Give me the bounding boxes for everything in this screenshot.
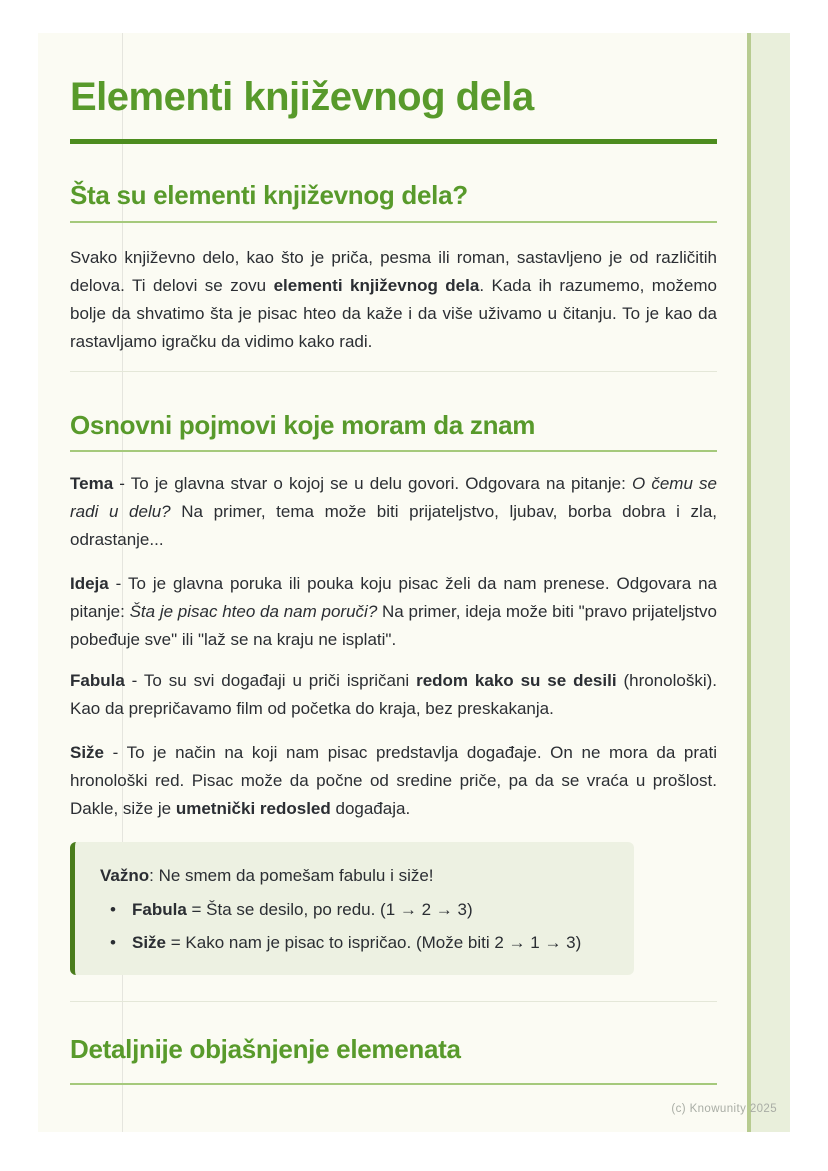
text-segment: Na primer, tema može biti prijateljstvo, ljubav, borba dobra i zla, odrastanje...: [70, 502, 718, 549]
title-underline: [70, 139, 717, 144]
section-heading-sta-su: Šta su elementi književnog dela?: [70, 180, 468, 210]
section-underline: [70, 221, 717, 223]
bullet-text: [132, 896, 473, 924]
bold-phrase: umetnički redosled: [175, 799, 331, 818]
text-segment: = Šta se desilo, po redu. (1 → 2 → 3): [186, 900, 473, 919]
text-segment: . Kada ih razumemo, možemo bolje da shvatimo šta je pisac hteo da kaže i da više uživamo u čitanju. To je kao da rastavljamo igračku da vidimo kako radi.: [70, 276, 717, 351]
text-segment: (hronološki). Kao da prepričavamo film od početka do kraja, bez preskakanja.: [70, 671, 717, 718]
text-segment: - To su svi događaji u priči ispričani: [124, 671, 417, 690]
callout-bullet-list: [100, 896, 610, 957]
text-segment: događaja.: [330, 799, 411, 818]
paragraph-intro: [70, 244, 717, 356]
text-segment: = Kako nam je pisac to ispričao. (Može biti 2 → 1 → 3): [166, 933, 582, 952]
paragraph-tema: [70, 470, 717, 554]
text-segment: - To je glavna stvar o kojoj se u delu govori. Odgovara na pitanje:: [113, 474, 632, 493]
bullet-item-size: [110, 929, 610, 957]
paragraph-size: [70, 739, 717, 823]
bold-term: Fabula: [132, 900, 187, 919]
section-divider: [70, 371, 717, 372]
bold-term-vazno: Važno: [100, 866, 150, 885]
text-segment: - To je način na koji nam pisac predstavlja događaje. On ne mora da prati hronološki red. Pisac može da počne od sredine priče, pa da se vraća u prošlost. Dakle, siže je: [70, 743, 717, 818]
section-underline: [70, 450, 717, 452]
footer-credit: (c) Knowunity 2025: [671, 1103, 777, 1115]
section-divider: [70, 1001, 717, 1002]
bold-phrase: redom kako su se desili: [416, 671, 617, 690]
text-segment: Svako književno delo, kao što je priča, pesma ili roman, sastavljeno je od različitih delova. Ti delovi se zovu: [70, 248, 717, 295]
bold-term-fabula: Fabula: [70, 671, 125, 690]
bullet-dot-icon: •: [110, 933, 116, 952]
document-content: [70, 33, 717, 1085]
section-underline: [70, 1083, 717, 1085]
bullet-item-fabula: [110, 896, 610, 924]
text-segment: : Ne smem da pomešam fabulu i siže!: [149, 866, 434, 885]
callout-title: [100, 862, 610, 890]
paragraph-fabula: [70, 667, 717, 723]
section-heading-detaljnije: Detaljnije objašnjenje elemenata: [70, 1034, 461, 1064]
section-heading-osnovni-pojmovi: Osnovni pojmovi koje moram da znam: [70, 410, 536, 440]
bullet-dot-icon: •: [110, 900, 116, 919]
bold-term-ideja: Ideja: [70, 574, 109, 593]
page-title: Elementi književnog dela: [70, 75, 534, 119]
paragraph-ideja: [70, 570, 717, 654]
bold-term: Siže: [132, 933, 167, 952]
bullet-text: [132, 929, 581, 957]
text-segment: - To je glavna poruka ili pouka koju pisac želi da nam prenese. Odgovara na pitanje:: [70, 574, 717, 621]
italic-question: Šta je pisac hteo da nam poruči?: [129, 602, 378, 621]
document-page: [38, 33, 790, 1132]
bold-term: elementi književnog dela: [273, 276, 480, 295]
callout-box: [70, 842, 634, 975]
bold-term-size: Siže: [70, 743, 105, 762]
text-segment: Na primer, ideja može biti "pravo prijateljstvo pobeđuje sve" ili "laž se na kraju ne isplati".: [70, 602, 717, 649]
page-edge-strip: [747, 33, 790, 1132]
italic-question: O čemu se radi u delu?: [70, 474, 717, 521]
bold-term-tema: Tema: [70, 474, 114, 493]
